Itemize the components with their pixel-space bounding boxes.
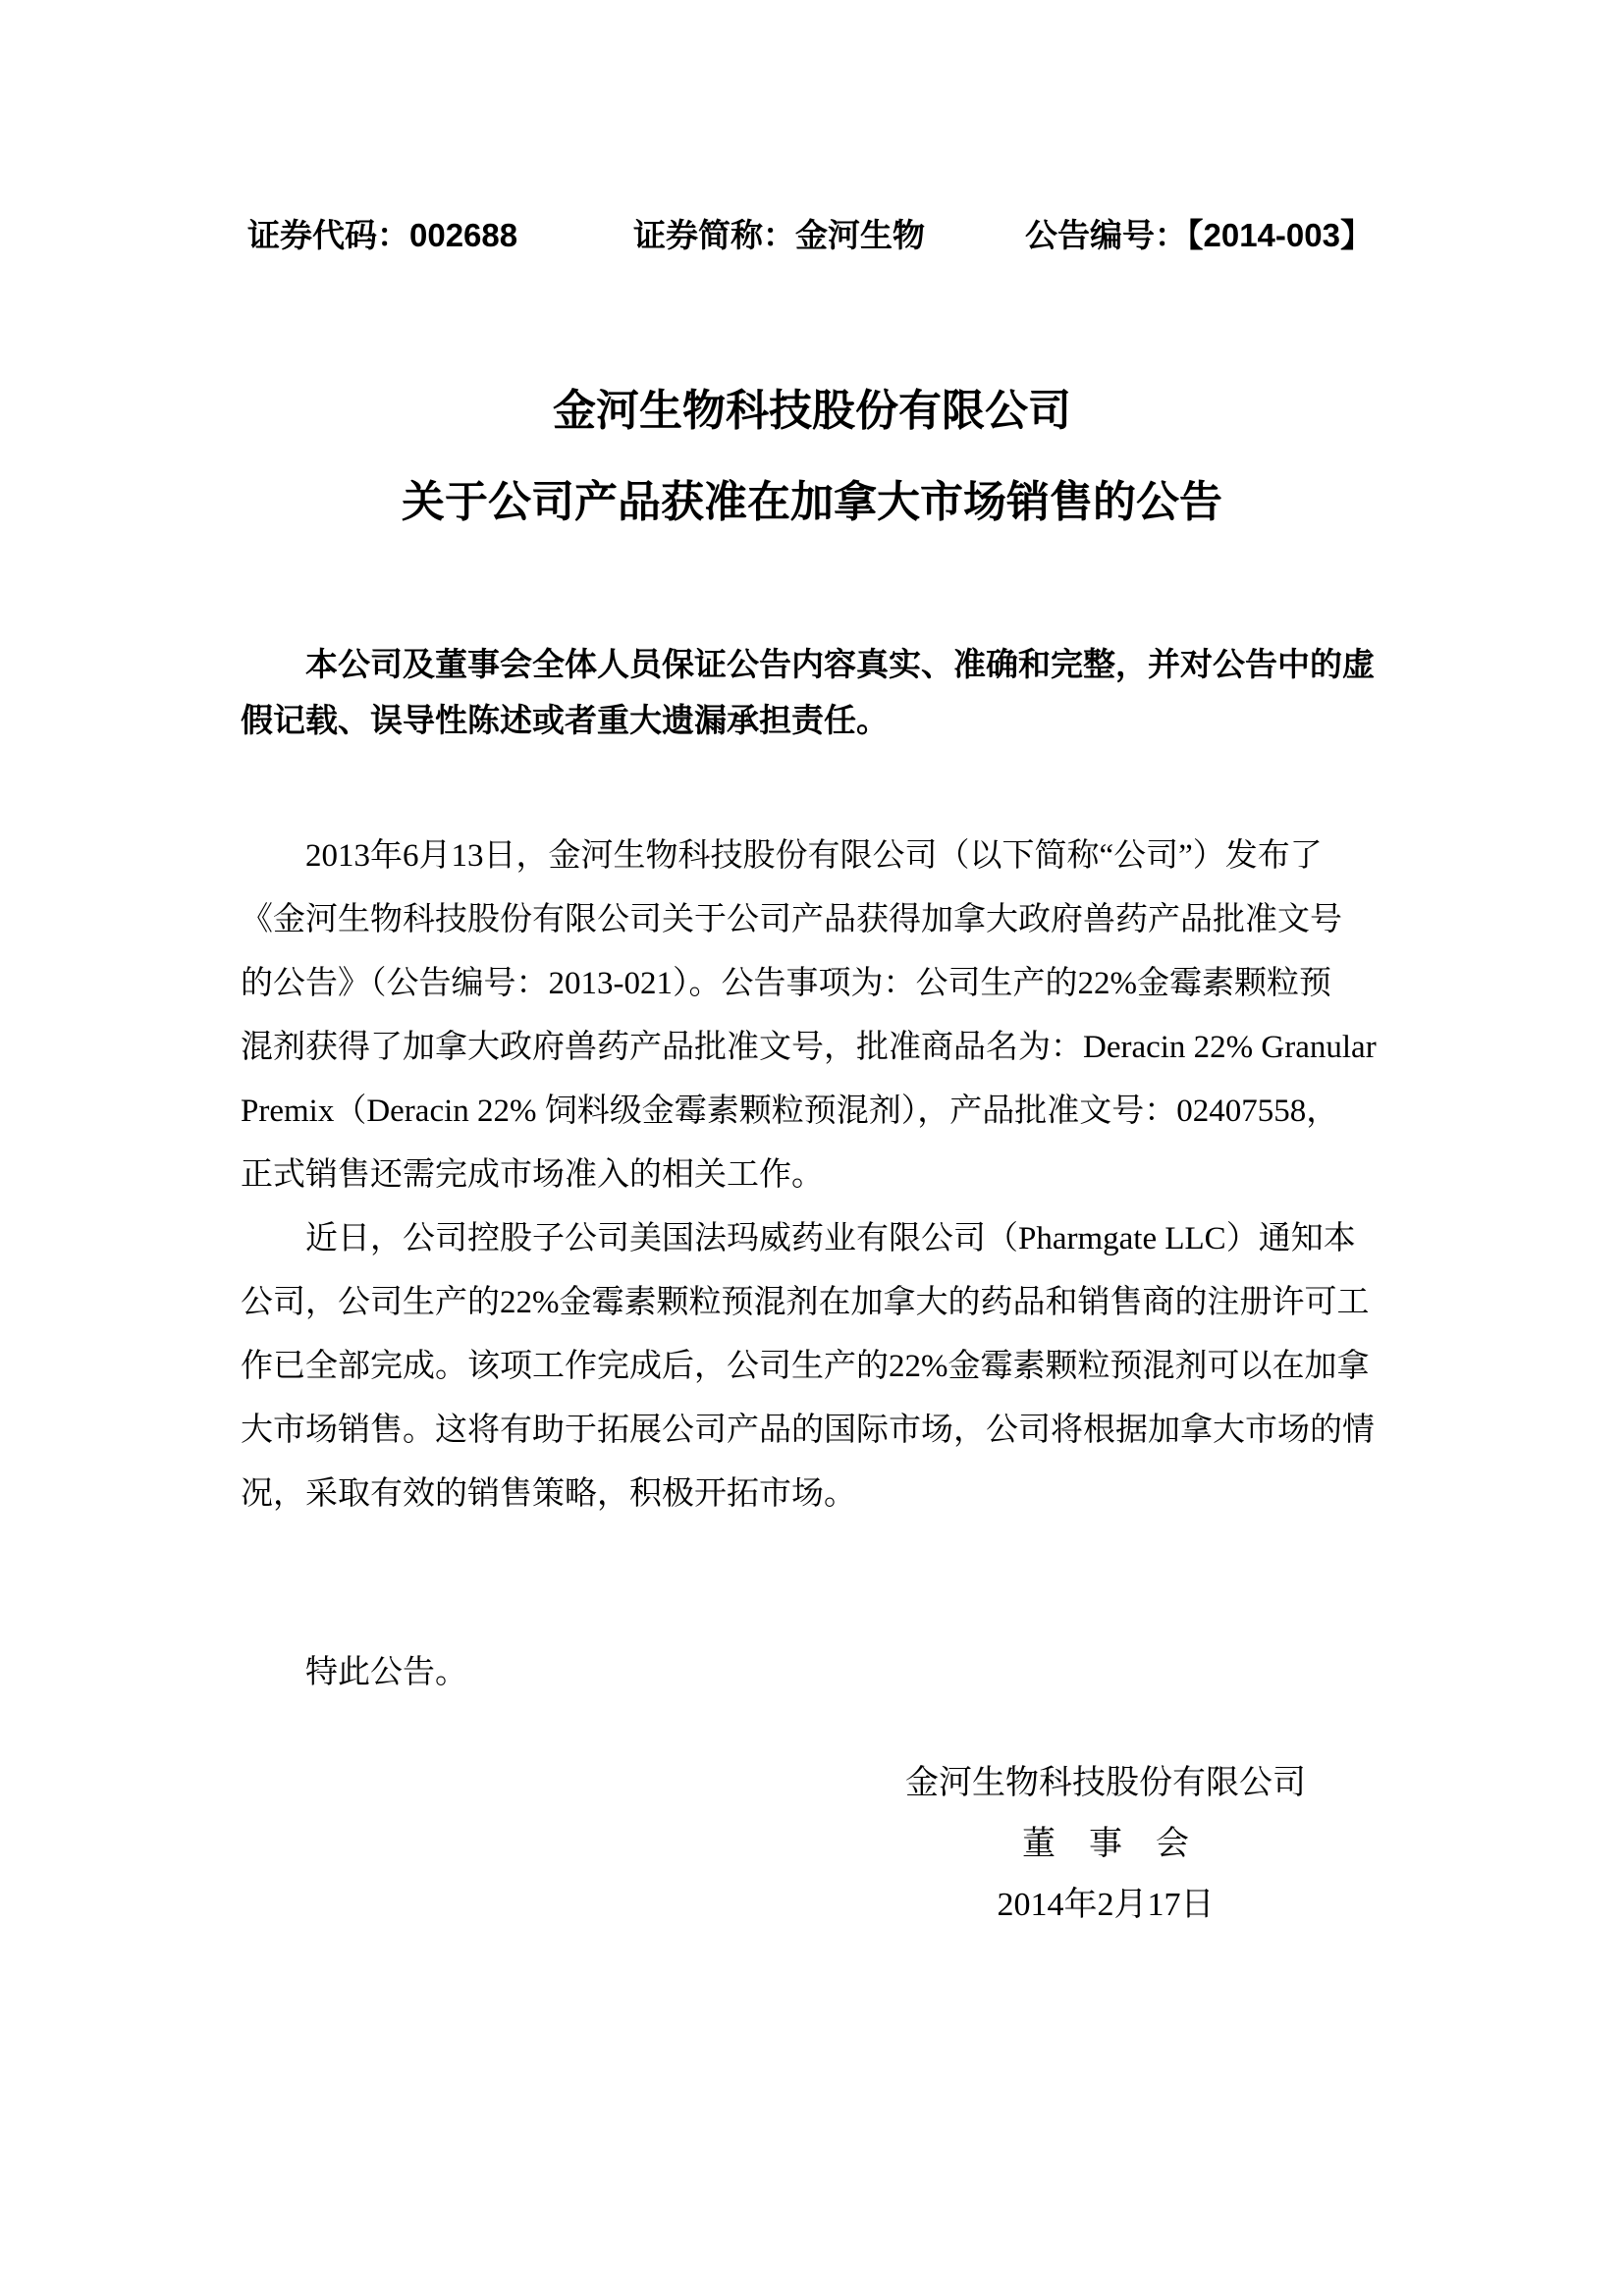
signature-board: 董 事 会: [1022, 1826, 1189, 1862]
body-line: 大市场销售。这将有助于拓展公司产品的国际市场，公司将根据加拿大市场的情: [241, 1413, 1375, 1448]
closing-line: 特此公告。: [305, 1655, 467, 1690]
signature-block: [897, 1753, 1314, 1936]
signature-company: 金河生物科技股份有限公司: [905, 1765, 1306, 1801]
disclaimer-line: 本公司及董事会全体人员保证公告内容真实、准确和完整，并对公告中的虚: [305, 646, 1375, 682]
announcement-number: 公告编号：【2014-003】: [1025, 217, 1373, 253]
document-header: [245, 216, 1404, 260]
body-paragraph-2: [241, 1207, 1409, 1526]
closing-statement: [241, 1641, 1409, 1705]
body-line: 正式销售还需完成市场准入的相关工作。: [241, 1157, 824, 1193]
body-line: 的公告》（公告编号：2013-021）。公告事项为：公司生产的22%金霉素颗粒预: [241, 966, 1331, 1001]
body-line: 《金河生物科技股份有限公司关于公司产品获得加拿大政府兽药产品批准文号: [241, 902, 1342, 937]
body-line: 混剂获得了加拿大政府兽药产品批准文号，批准商品名为：Deracin 22% Granular: [241, 1030, 1377, 1065]
body-line: 2013年6月13日，金河生物科技股份有限公司（以下简称“公司”）发布了: [305, 838, 1323, 874]
body-line: 近日，公司控股子公司美国法玛威药业有限公司（Pharmgate LLC）通知本: [305, 1221, 1356, 1256]
signature-date: 2014年2月17日: [997, 1887, 1215, 1923]
company-title: 金河生物科技股份有限公司: [553, 387, 1071, 435]
body-line: 作已全部完成。该项工作完成后，公司生产的22%金霉素颗粒预混剂可以在加拿: [241, 1349, 1370, 1384]
announcement-title: 关于公司产品获准在加拿大市场销售的公告: [402, 478, 1222, 526]
disclaimer-line: 假记载、误导性陈述或者重大遗漏承担责任。: [241, 702, 889, 738]
stock-code: 证券代码：002688: [247, 217, 518, 253]
body-paragraph-1: [241, 825, 1409, 1207]
body-line: 况，采取有效的销售策略，积极开拓市场。: [241, 1476, 856, 1512]
body-line: 公司，公司生产的22%金霉素颗粒预混剂在加拿大的药品和销售商的注册许可工: [241, 1285, 1370, 1320]
body-line: Premix（Deracin 22% 饲料级金霉素颗粒预混剂），产品批准文号：02407558，: [241, 1094, 1339, 1129]
stock-short-name: 证券简称：金河生物: [633, 217, 925, 253]
disclaimer-paragraph: [241, 636, 1404, 748]
